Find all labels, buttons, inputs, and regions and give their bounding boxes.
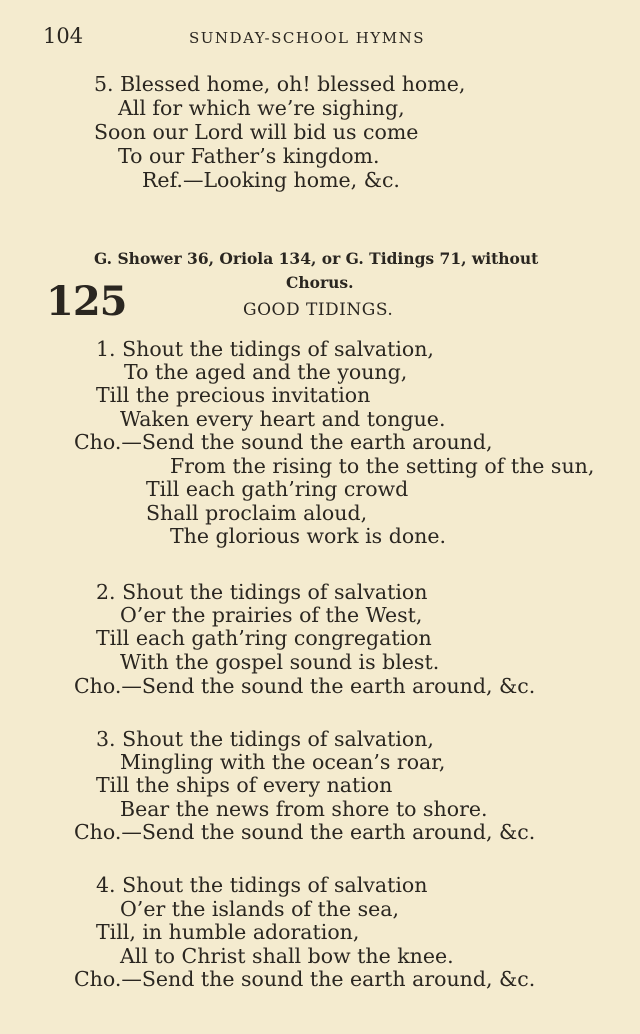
verse-line: Soon our Lord will bid us come [94,120,419,144]
verse-line: To the aged and the young, [124,360,408,384]
verse-line: Till the precious invitation [96,383,371,407]
refrain-line: Ref.—Looking home, &c. [142,168,400,192]
verse-line: 3. Shout the tidings of salvation, [96,727,434,751]
verse-line: All to Christ shall bow the knee. [120,944,454,968]
verse-line: 4. Shout the tidings of salvation [96,873,428,897]
hymn-number: 125 [46,278,127,325]
verse-line: Till each gath’ring congregation [96,626,432,650]
verse-line: Mingling with the ocean’s roar, [120,750,446,774]
tune-source-line: G. Shower 36, Oriola 134, or G. Tidings 71, without [94,249,539,268]
verse-line: Bear the news from shore to shore. [120,797,488,821]
page-number: 104 [43,24,84,48]
chorus-line: From the rising to the setting of the sun, [170,454,595,478]
verse-line: Till, in humble adoration, [96,920,360,944]
chorus-line: Cho.—Send the sound the earth around, &c. [74,674,536,698]
verse-line: Waken every heart and tongue. [120,407,446,431]
verse-line: 2. Shout the tidings of salvation [96,580,428,604]
chorus-line: The glorious work is done. [170,524,447,548]
verse-line: To our Father’s kingdom. [118,144,380,168]
tune-source-line: Chorus. [286,273,354,292]
chorus-line: Cho.—Send the sound the earth around, [74,430,493,454]
verse-line: All for which we’re sighing, [118,96,405,120]
chorus-line: Shall proclaim aloud, [146,501,368,525]
verse-line: 5. Blessed home, oh! blessed home, [94,72,466,96]
verse-line: O’er the islands of the sea, [120,897,400,921]
chorus-line: Cho.—Send the sound the earth around, &c. [74,820,536,844]
verse-line: With the gospel sound is blest. [120,650,440,674]
chorus-line: Till each gath’ring crowd [146,477,409,501]
verse-line: 1. Shout the tidings of salvation, [96,337,434,361]
verse-line: O’er the prairies of the West, [120,603,423,627]
verse-line: Till the ships of every nation [96,773,393,797]
hymn-title: GOOD TIDINGS. [243,300,394,320]
running-title: SUNDAY-SCHOOL HYMNS [189,29,426,47]
chorus-line: Cho.—Send the sound the earth around, &c. [74,967,536,991]
